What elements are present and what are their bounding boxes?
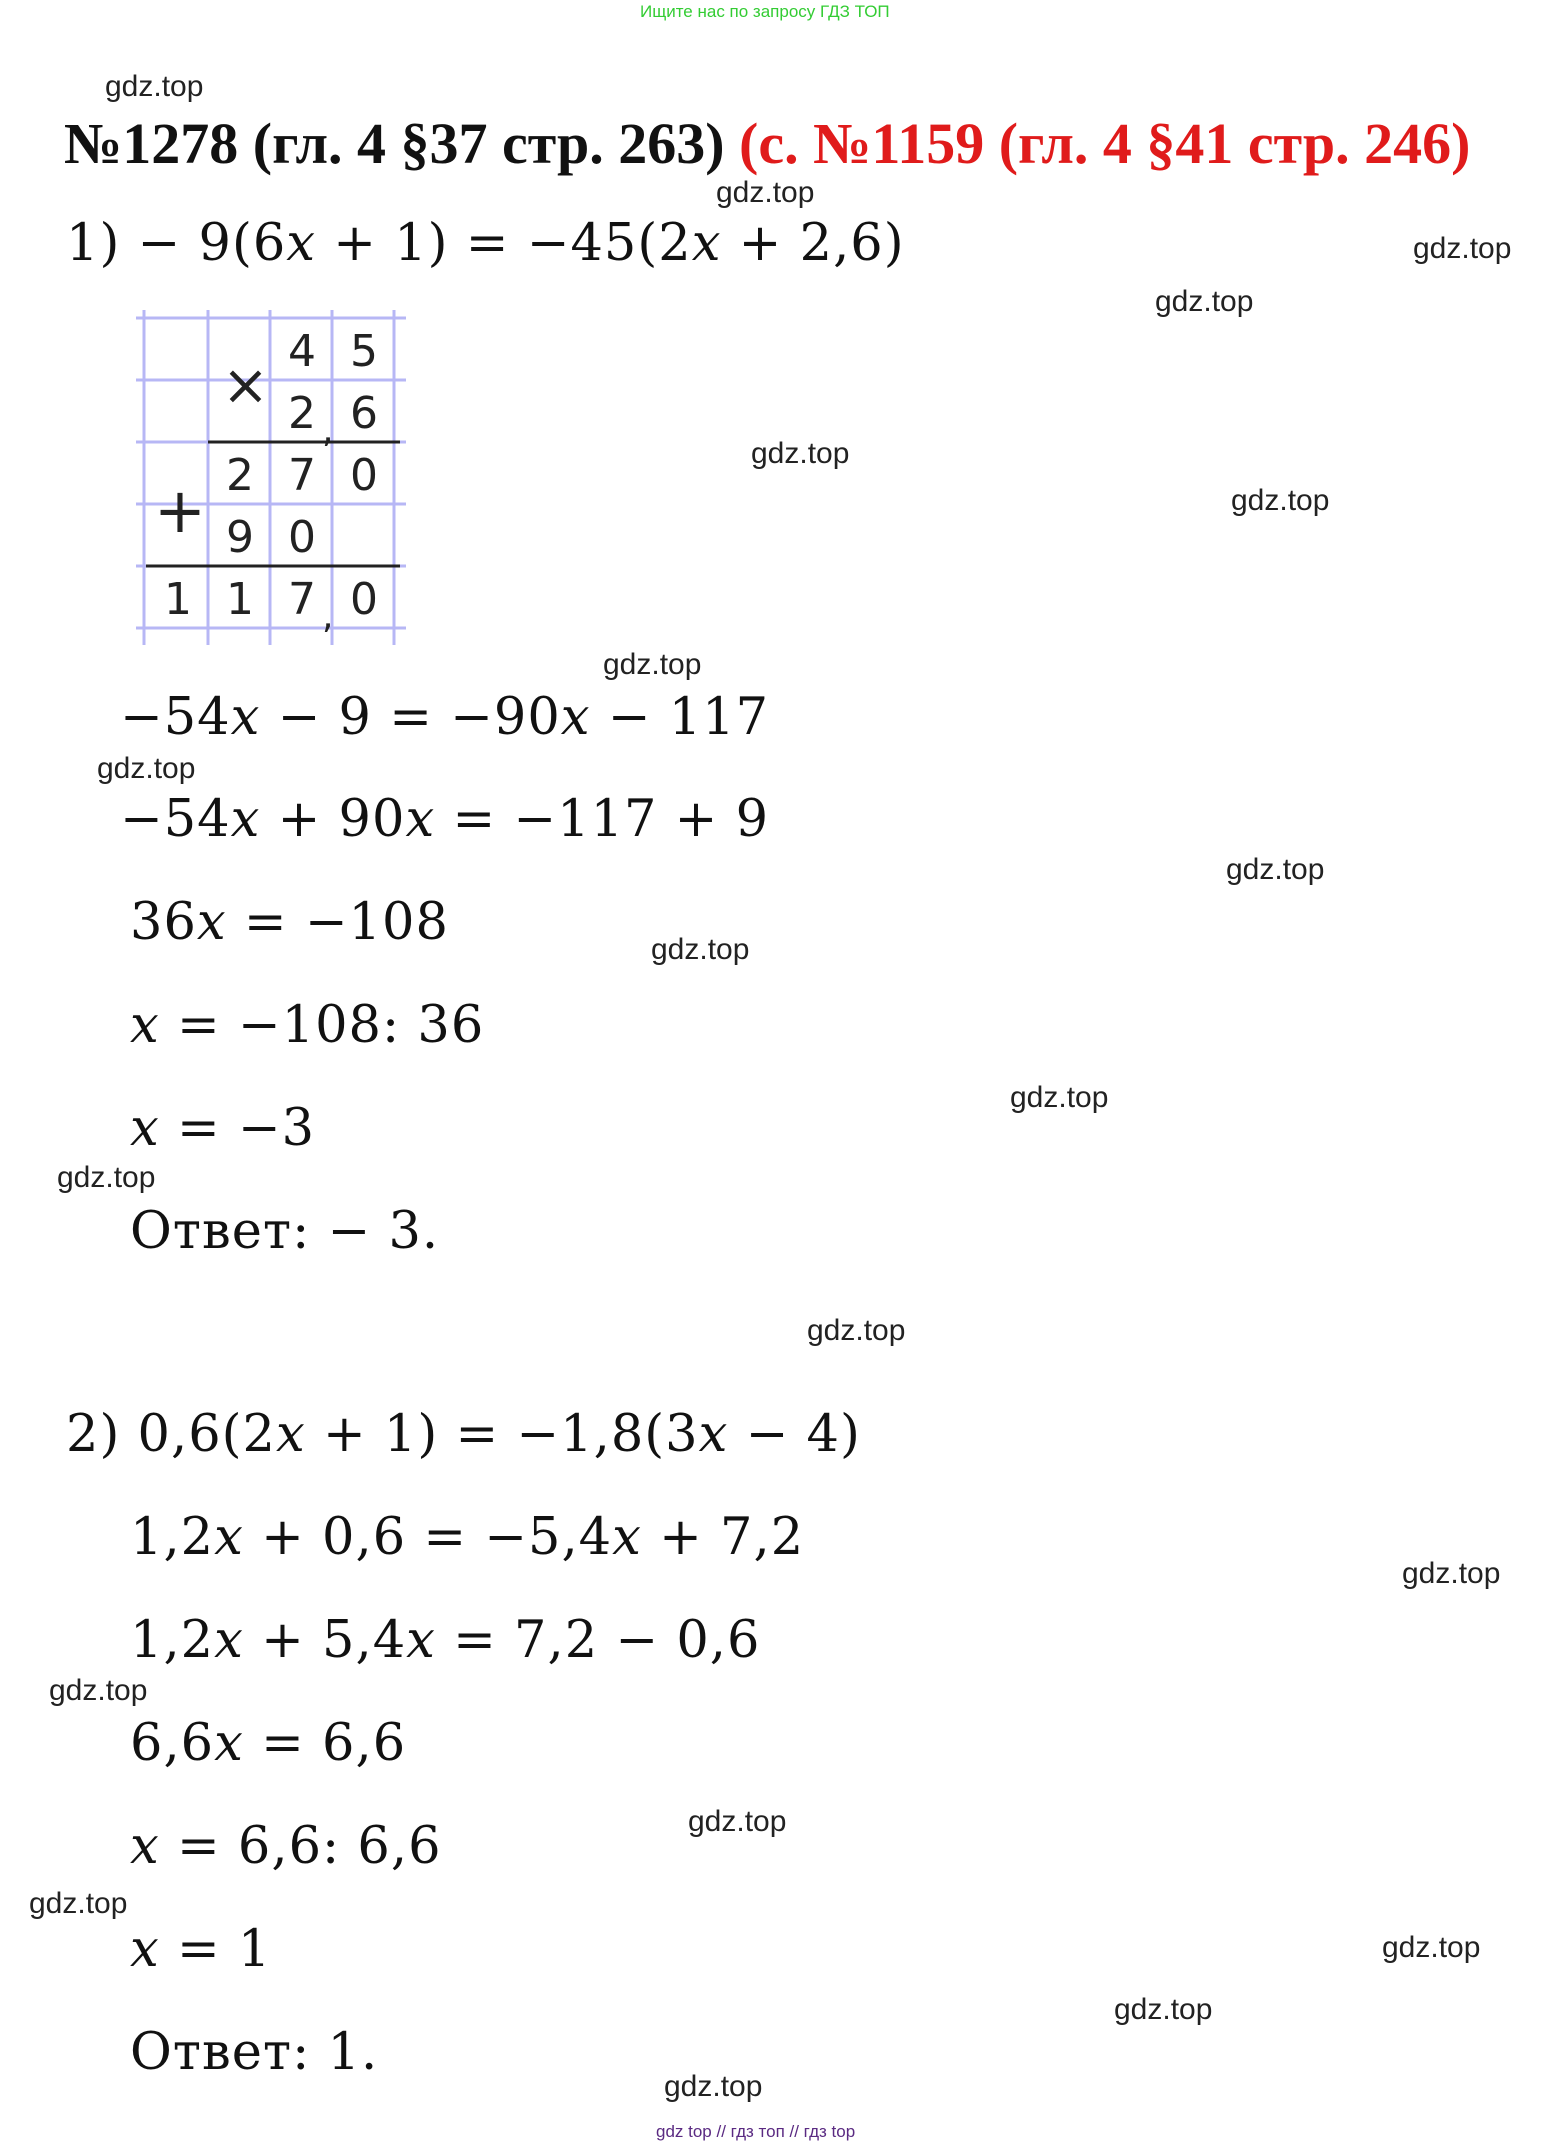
decimal-comma: , xyxy=(322,410,334,451)
watermark: gdz.top xyxy=(105,70,204,103)
digit: 5 xyxy=(350,326,378,377)
task1-answer: Ответ: − 3. xyxy=(130,1202,440,1261)
digit: 6 xyxy=(350,388,378,439)
task2-step-2: 1,2x + 5,4x = 7,2 − 0,6 xyxy=(130,1611,761,1670)
footer-links[interactable]: gdz top // гдз топ // гдз top xyxy=(656,2122,856,2141)
digit: 2 xyxy=(226,450,254,501)
digit: 1 xyxy=(226,574,254,625)
title-main: №1278 (гл. 4 §37 стр. 263) xyxy=(64,111,725,176)
decimal-comma: , xyxy=(322,596,334,637)
watermark: gdz.top xyxy=(651,933,750,966)
task1-step-1: −54x − 9 = −90x − 117 xyxy=(120,688,770,747)
task2-step-3: 6,6x = 6,6 xyxy=(130,1714,407,1773)
watermark: gdz.top xyxy=(1382,1931,1481,1964)
task1-step-5: x = −3 xyxy=(130,1099,316,1158)
digit: 2 xyxy=(288,388,316,439)
digit: 7 xyxy=(288,574,316,625)
digit: 7 xyxy=(288,450,316,501)
digit: 0 xyxy=(350,574,378,625)
watermark: gdz.top xyxy=(1413,232,1512,265)
page-title xyxy=(64,110,1470,177)
watermark: gdz.top xyxy=(1226,853,1325,886)
digit: 4 xyxy=(288,326,316,377)
digit: 0 xyxy=(350,450,378,501)
watermark: gdz.top xyxy=(57,1161,156,1194)
search-hint-link[interactable]: Ищите нас по запросу ГДЗ ТОП xyxy=(640,2,890,21)
plus-sign: + xyxy=(154,474,206,547)
task1-equation: 1) − 9(6x + 1) = −45(2x + 2,6) xyxy=(66,214,905,273)
digit: 9 xyxy=(226,512,254,563)
digit: 1 xyxy=(164,574,192,625)
task1-step-2: −54x + 90x = −117 + 9 xyxy=(120,790,770,849)
task2-step-5: x = 1 xyxy=(130,1920,272,1979)
watermark: gdz.top xyxy=(1231,484,1330,517)
watermark: gdz.top xyxy=(49,1674,148,1707)
watermark: gdz.top xyxy=(716,176,815,209)
watermark: gdz.top xyxy=(1010,1081,1109,1114)
watermark: gdz.top xyxy=(97,752,196,785)
task2-step-1: 1,2x + 0,6 = −5,4x + 7,2 xyxy=(130,1508,805,1567)
watermark: gdz.top xyxy=(807,1314,906,1347)
column-multiplication-grid xyxy=(136,310,416,650)
watermark: gdz.top xyxy=(1402,1557,1501,1590)
digit: 0 xyxy=(288,512,316,563)
watermark: gdz.top xyxy=(1114,1993,1213,2026)
watermark: gdz.top xyxy=(1155,285,1254,318)
task2-step-4: x = 6,6: 6,6 xyxy=(130,1817,442,1876)
watermark: gdz.top xyxy=(29,1887,128,1920)
watermark: gdz.top xyxy=(688,1805,787,1838)
times-sign: × xyxy=(222,353,269,418)
task2-answer: Ответ: 1. xyxy=(130,2023,379,2082)
task1-step-4: x = −108: 36 xyxy=(130,996,485,1055)
watermark: gdz.top xyxy=(603,648,702,681)
watermark: gdz.top xyxy=(664,2070,763,2103)
watermark: gdz.top xyxy=(751,437,850,470)
title-alt: (с. №1159 (гл. 4 §41 стр. 246) xyxy=(739,111,1471,176)
task2-equation: 2) 0,6(2x + 1) = −1,8(3x − 4) xyxy=(66,1405,861,1464)
task1-step-3: 36x = −108 xyxy=(130,893,449,952)
